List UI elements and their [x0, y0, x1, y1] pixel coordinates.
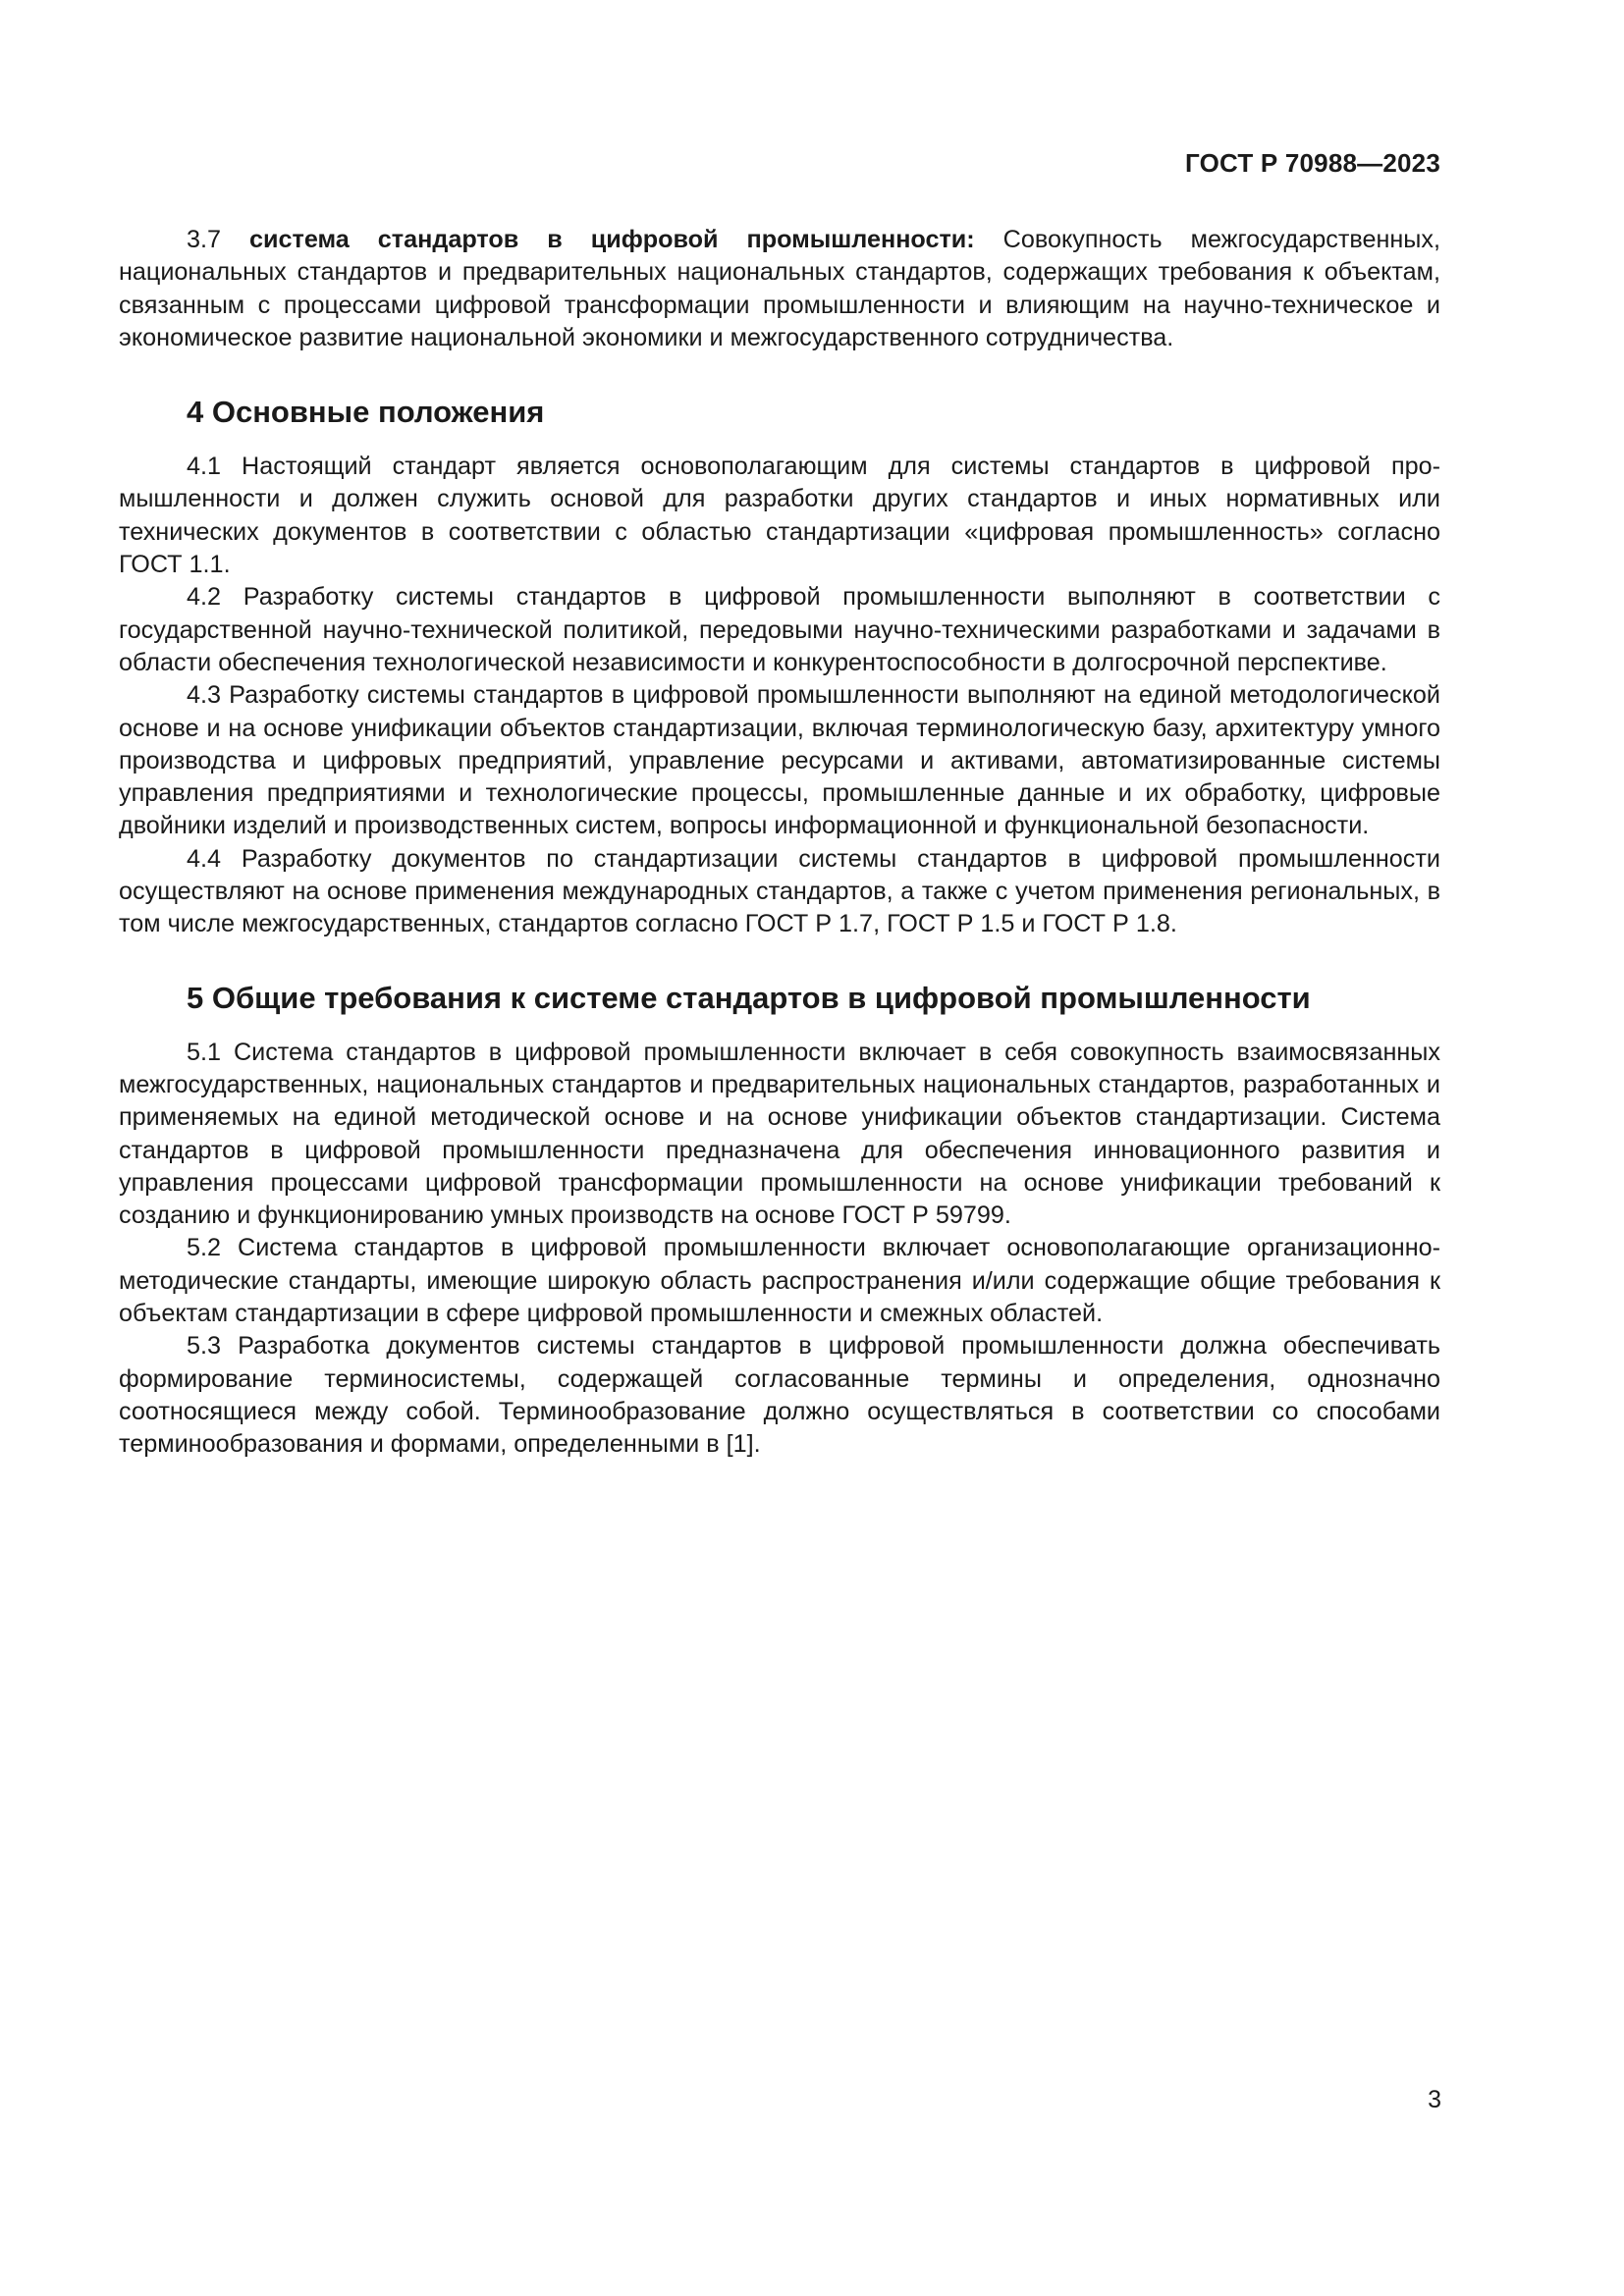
clause-number: 3.7	[187, 226, 222, 253]
clause-4-3: 4.3 Разработку системы стандартов в цифровой промышленности выполняют на единой методологической основе и на основе унификации объектов стандартизации, включая терминологическую базу, архитектуру умного производства и цифровых предприятий, управление ресурсами и активами, автоматизированные системы управления предприятиями и технологические процессы, промышленные данные и их обработку, цифровые двойники изделий и производственных систем, вопросы информационной и функциональной безопасности.	[119, 681, 1440, 840]
clause-4-1: 4.1 Настоящий стандарт является основополагающим для системы стандартов в цифровой промышленности и должен служить основой для разработки других стандартов и иных нормативных или технических документов в соответствии с областью стандартизации «цифровая промышленность» согласно ГОСТ 1.1.	[119, 453, 1440, 579]
document-code: ГОСТ Р 70988—2023	[1185, 148, 1440, 178]
section-4-heading: 4 Основные положения	[187, 395, 545, 430]
clause-4-4: 4.4 Разработку документов по стандартизации системы стандартов в цифровой промышленности осуществляют на основе применения международных стандартов, а также с учетом применения региональных, в том числе межгосударственных, стандартов согласно ГОСТ Р 1.7, ГОСТ Р 1.5 и ГОСТ Р 1.8.	[119, 844, 1440, 938]
clause-5-3: 5.3 Разработка документов системы стандартов в цифровой промышленности должна обеспечивать формирование терминосистемы, содержащей согласованные термины и определения, однозначно соотносящиеся между собой. Терминообразование должно осуществляться в соответствии со способами терминообразования и формами, определенными в [1].	[119, 1332, 1440, 1459]
page-number: 3	[1428, 2086, 1441, 2113]
clause-5-2: 5.2 Система стандартов в цифровой промышленности включает основополагающие организационно-методические стандарты, имеющие широкую область распространения и/или содержащие общие требования к объектам стандартизации в сфере цифровой промышленности и смежных областей.	[119, 1234, 1440, 1328]
page-content	[119, 224, 1440, 1462]
term-definition: Совокупность межгосударственных, национальных стандартов и предварительных национальных стандартов, содержащих требования к объектам, связанным с процессами цифровой трансформации промышленности и влияющим на научно-техническое и экономическое развитие национальной экономики и межгосударственного сотрудничества.	[119, 226, 1440, 351]
clause-5-1: 5.1 Система стандартов в цифровой промышленности включает в себя совокупность взаимосвязанных межгосударственных, национальных стандартов и предварительных национальных стандартов, разработанных и применяемых на единой методической основе и на основе унификации объектов стандартизации. Система стандартов в цифровой промышленности предназначена для обеспечения инновационного развития и управления процессами цифровой трансформации промышленности на основе унификации требований к созданию и функционированию умных производств на основе ГОСТ Р 59799.	[119, 1038, 1440, 1230]
clause-3-7	[119, 224, 1440, 354]
term: система стандартов в цифровой промышленности:	[249, 226, 975, 253]
clause-4-2: 4.2 Разработку системы стандартов в цифровой промышленности выполняют в соответствии с государственной научно-технической политикой, передовыми научно-техническими разработками и задачами в области обеспечения технологической независимости и конкурентоспособности в долгосрочной перспективе.	[119, 583, 1440, 676]
section-5-heading: 5 Общие требования к системе стандартов в цифровой промышленности	[187, 980, 1311, 1015]
